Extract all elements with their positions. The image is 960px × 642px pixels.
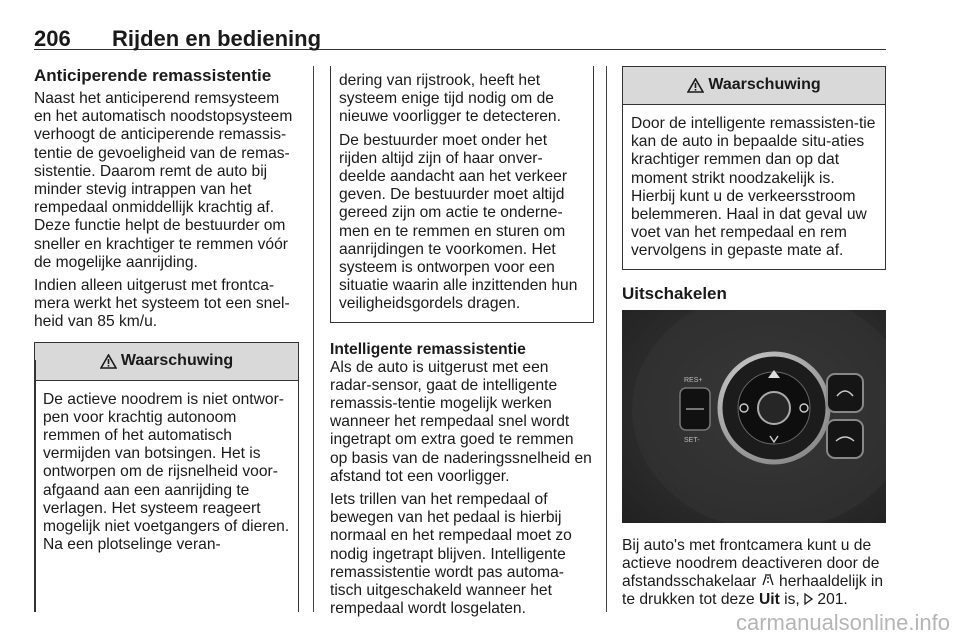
page-reference[interactable]: 201. xyxy=(817,591,848,609)
set-label: SET- xyxy=(684,436,700,444)
page-reference-icon[interactable] xyxy=(804,593,813,605)
paragraph: Indien alleen uitgerust met frontca-mera werkt het systeem tot een snel-heid van 85 km/u. xyxy=(34,277,290,331)
paragraph: Naast het anticiperend remsysteem en het automatisch noodstopsysteem verhoogt de anticiperende remassis-tentie de gevoeligheid van de remas-sistentie. Daarom remt de auto bij minder stevig intrappen van het rempedaal onmiddellijk krachtig af. Deze functie helpt de bestuurder om sneller en krachtiger te remmen vóór de mogelijke aanrijding. xyxy=(34,90,293,271)
warning-text: De bestuurder moet onder het rijden altijd zijn of haar onver-deelde aandacht aan het verkeer geven. De bestuurder moet altijd gereed zijn om actie te onderne-men en te remmen en sturen om aanrijdingen te voorkomen. Het systeem is ontworpen voor een situatie waarin alle inzittenden hun veiligheidsgordels dragen. xyxy=(339,131,578,313)
warning-box xyxy=(622,66,886,270)
subheading-intelligent-brake-assist: Intelligente remassistentie xyxy=(330,340,526,358)
chapter-title: Rijden en bediening xyxy=(112,26,322,51)
distance-switch-icon xyxy=(761,574,775,587)
column-divider-left xyxy=(313,66,314,612)
section-heading-disable: Uitschakelen xyxy=(622,283,727,303)
bold-uit: Uit xyxy=(758,591,780,609)
paragraph-disable-instructions: Bij auto's met frontcamera kunt u de actieve noodrem deactiveren door de afstandsschakelaar herhaaldelijk in te drukken tot deze Uit is, 201. xyxy=(622,536,884,609)
page-number: 206 xyxy=(34,26,71,51)
warning-header xyxy=(35,343,298,381)
warning-triangle-icon xyxy=(687,78,704,93)
warning-title: Waarschuwing xyxy=(708,76,821,94)
warning-body: De actieve noodrem is niet ontwor-pen voor krachtig autonoom remmen of het automatisch vermijden van botsingen. Het is ontworpen om de rijsnelheid voor-afgaand aan een aanrijding te verlagen. Het systeem reageert mogelijk niet voetgangers of dieren. Na een plotselinge veran- xyxy=(43,390,290,554)
warning-body: Door de intelligente remassisten-tie kan de auto in bepaalde situ-aties krachtiger remmen dan op dat moment strikt noodzakelijk is. Hierbij kunt u de verkeersstroom belemmeren. Haal in dat geval uw voet van het rempedaal en rem vervolgens in gepaste mate af. xyxy=(631,115,876,260)
warning-box-right-edge xyxy=(298,360,300,612)
warning-box-left-edge xyxy=(34,360,36,612)
paragraph: Als de auto is uitgerust met een radar-sensor, gaat de intelligente remassis-tentie mogelijk werken wanneer het rempedaal snel wordt ingetrapt om extra goed te remmen op basis van de naderingssnelheid en afstand tot een voorligger. xyxy=(330,358,592,485)
column-1 xyxy=(34,66,299,572)
warning-title: Waarschuwing xyxy=(120,352,234,370)
warning-box-continued xyxy=(330,66,594,323)
column-2 xyxy=(330,66,594,623)
watermark: carmanualsonline.info xyxy=(735,610,950,635)
page-header xyxy=(34,26,886,50)
paragraph: Iets trillen van het rempedaal of bewegen van het pedaal is hierbij normaal en het rempedaal moet zo nodig ingetrapt blijven. Intelligente remassistentie wordt pas automa-tisch uitgeschakeld wanneer het rempedaal wordt losgelaten. xyxy=(330,491,572,618)
section-heading-anticipating-brake-assist: Anticiperende remassistentie xyxy=(34,66,272,85)
steering-wheel-controls-photo xyxy=(622,310,886,523)
warning-header xyxy=(623,67,885,105)
column-3 xyxy=(622,66,886,614)
column-divider-right xyxy=(606,66,607,612)
warning-triangle-icon xyxy=(100,354,117,369)
warning-box xyxy=(34,342,299,573)
warning-text: dering van rijstrook, heeft het systeem enige tijd nodig om de nieuwe voorligger te detecteren. xyxy=(339,72,561,126)
res-label: RES+ xyxy=(684,376,703,384)
